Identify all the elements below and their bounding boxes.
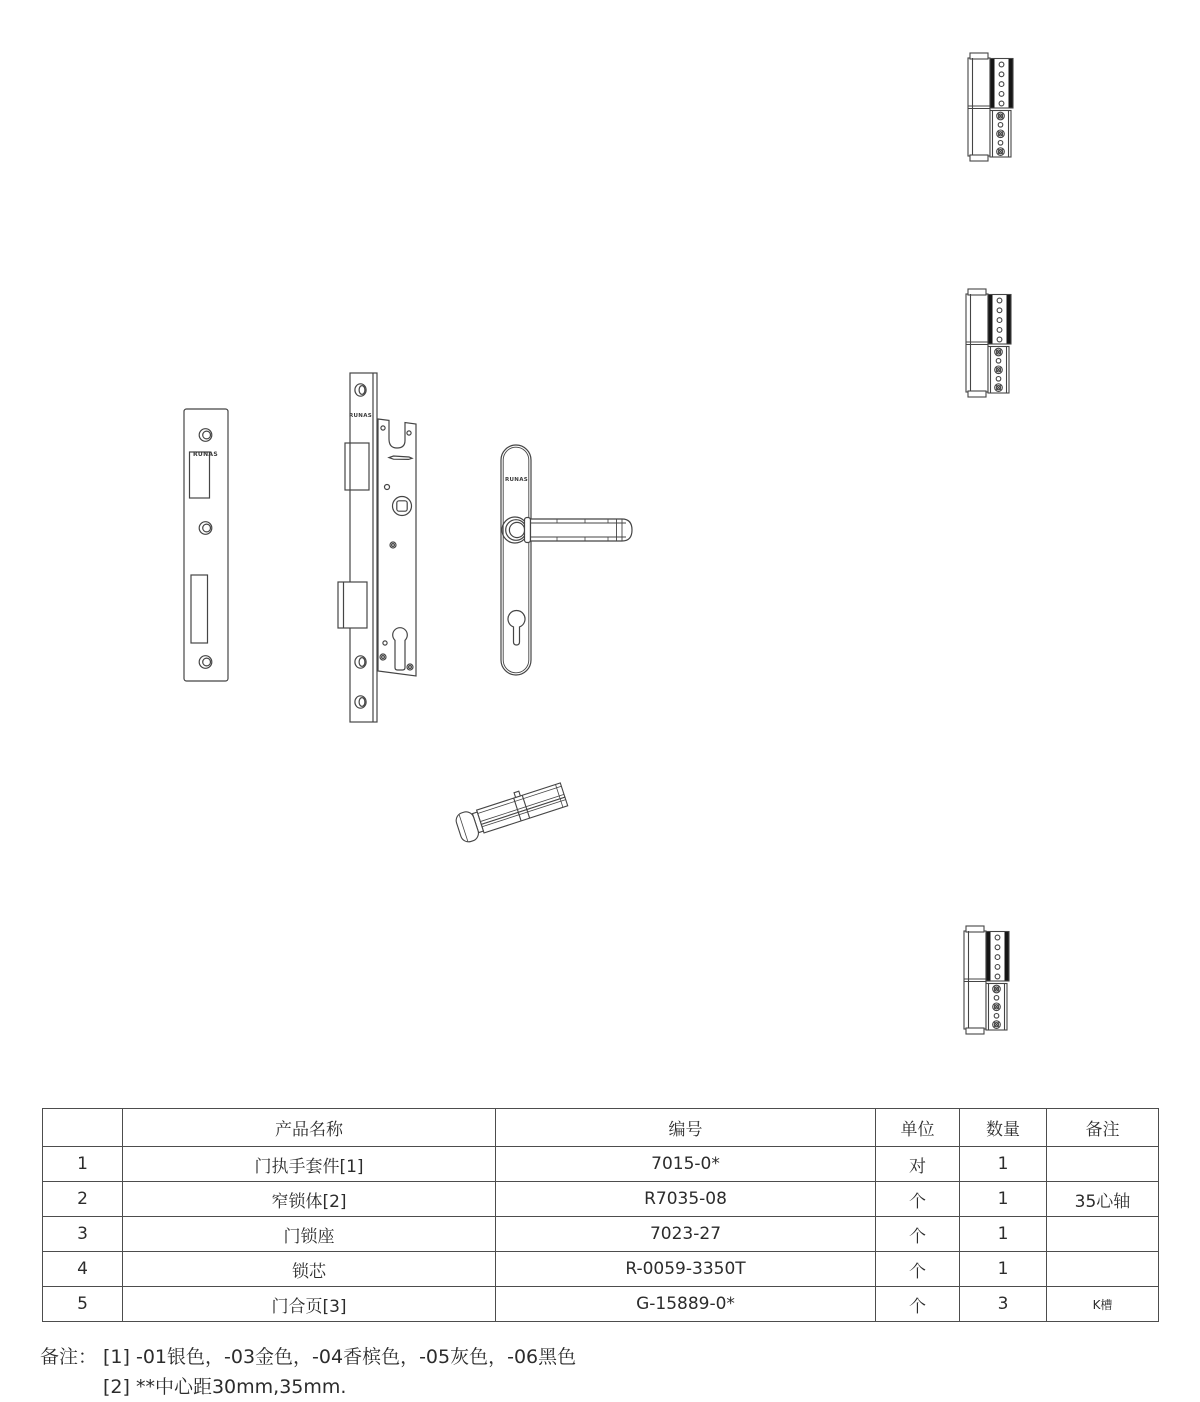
door-hinge-drawing-1 <box>965 52 1015 162</box>
door-hinge-drawing-3 <box>961 925 1011 1035</box>
footnotes-label: 备注： <box>40 1346 98 1368</box>
lock-cylinder-drawing <box>452 743 577 848</box>
cell-name: 窄锁体[2] <box>123 1182 496 1217</box>
lever-collar <box>525 518 531 543</box>
cell-unit: 个 <box>876 1182 960 1217</box>
cell-code: R-0059-3350T <box>496 1252 876 1287</box>
table-row <box>43 1217 1159 1252</box>
cell-name: 门执手套件[1] <box>123 1147 496 1182</box>
header-qty: 数量 <box>960 1109 1047 1147</box>
lock-body-drawing <box>337 370 420 726</box>
cell-qty: 3 <box>960 1287 1047 1322</box>
handle-set-drawing <box>498 441 638 681</box>
cell-qty: 1 <box>960 1217 1047 1252</box>
cell-unit: 个 <box>876 1287 960 1322</box>
cell-note <box>1047 1252 1159 1287</box>
header-code: 编号 <box>496 1109 876 1147</box>
footnotes <box>40 1342 576 1402</box>
table-header-row <box>43 1109 1159 1147</box>
brand-logo-text: RUNAS <box>504 477 529 483</box>
cell-code: G-15889-0* <box>496 1287 876 1322</box>
latch-bolt <box>345 443 369 490</box>
header-note: 备注 <box>1047 1109 1159 1147</box>
table-row <box>43 1287 1159 1322</box>
table-row <box>43 1252 1159 1287</box>
dead-bolt <box>338 582 367 628</box>
brand-logo-text: RUNAS <box>193 451 218 458</box>
cell-note: 35心轴 <box>1047 1182 1159 1217</box>
cell-note <box>1047 1217 1159 1252</box>
cylinder-cam <box>514 791 520 797</box>
table-row <box>43 1182 1159 1217</box>
table-row <box>43 1147 1159 1182</box>
cell-no: 4 <box>43 1252 123 1287</box>
parts-table <box>42 1108 1159 1322</box>
cell-unit: 对 <box>876 1147 960 1182</box>
brand-logo-text: RUNAS <box>348 413 373 419</box>
cell-no: 1 <box>43 1147 123 1182</box>
cell-note: K槽 <box>1047 1287 1159 1322</box>
cell-no: 5 <box>43 1287 123 1322</box>
door-hinge-drawing-2 <box>963 288 1013 398</box>
cell-name: 锁芯 <box>123 1252 496 1287</box>
header-unit: 单位 <box>876 1109 960 1147</box>
cell-code: 7015-0* <box>496 1147 876 1182</box>
cell-name: 门合页[3] <box>123 1287 496 1322</box>
cell-qty: 1 <box>960 1252 1047 1287</box>
cell-no: 3 <box>43 1217 123 1252</box>
cell-name: 门锁座 <box>123 1217 496 1252</box>
cell-unit: 个 <box>876 1217 960 1252</box>
footnote-line-1: [1] -01银色，-03金色，-04香槟色，-05灰色，-06黑色 <box>103 1346 577 1368</box>
cell-code: R7035-08 <box>496 1182 876 1217</box>
footnote-line-2: [2] **中心距30mm,35mm. <box>103 1376 347 1398</box>
cell-qty: 1 <box>960 1147 1047 1182</box>
cell-qty: 1 <box>960 1182 1047 1217</box>
cell-code: 7023-27 <box>496 1217 876 1252</box>
strike-plate-drawing <box>183 408 229 682</box>
cell-note <box>1047 1147 1159 1182</box>
header-index <box>43 1109 123 1147</box>
cell-unit: 个 <box>876 1252 960 1287</box>
cell-no: 2 <box>43 1182 123 1217</box>
header-product: 产品名称 <box>123 1109 496 1147</box>
